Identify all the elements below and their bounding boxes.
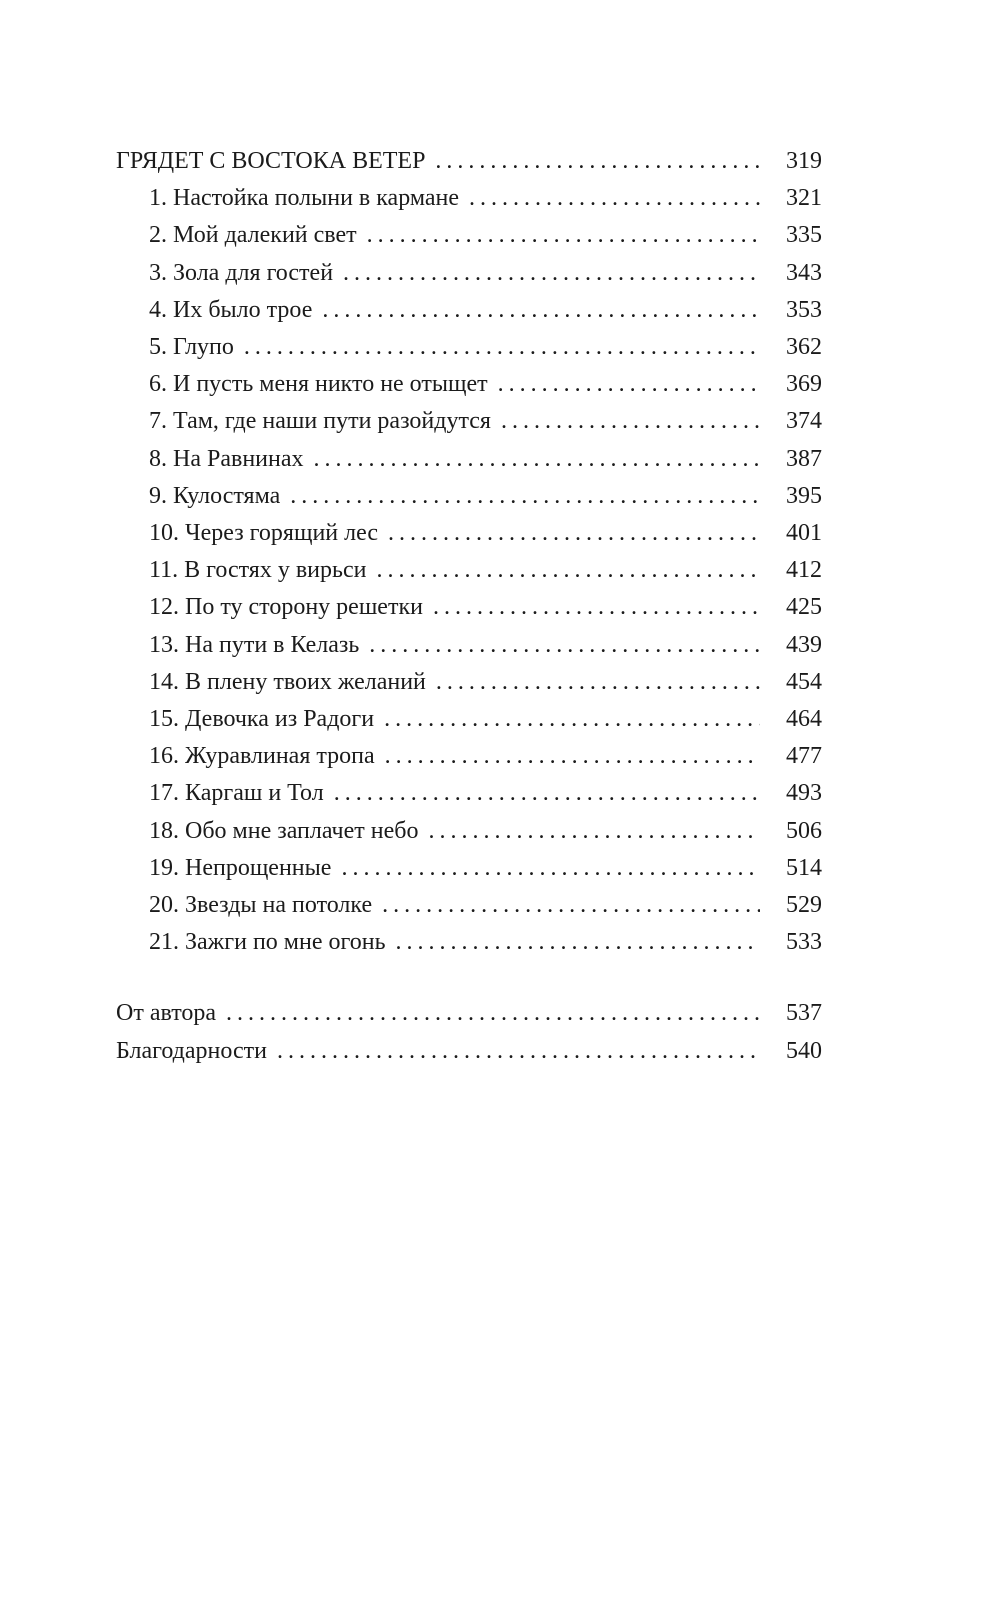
toc-entry-title: Благодарности xyxy=(116,1037,267,1064)
dot-leader xyxy=(428,813,760,850)
toc-entry xyxy=(116,292,822,329)
dot-leader xyxy=(388,515,760,552)
toc-entry-title: 20. Звезды на потолке xyxy=(149,892,373,919)
dot-leader xyxy=(376,552,760,589)
toc-entry xyxy=(116,180,822,217)
dot-leader xyxy=(435,143,760,180)
toc-entry-page: 425 xyxy=(786,594,822,621)
toc-entry xyxy=(116,1033,822,1070)
toc-entry xyxy=(116,589,822,626)
dot-leader xyxy=(501,403,760,440)
toc-entry-title: 16. Журавлиная тропа xyxy=(149,743,375,770)
toc-entry xyxy=(116,515,822,552)
toc-entry xyxy=(116,887,822,924)
dot-leader xyxy=(244,329,760,366)
toc-entry-page: 374 xyxy=(786,408,822,435)
toc-section-title: ГРЯДЕТ С ВОСТОКА ВЕТЕР xyxy=(116,148,426,174)
toc-section-page: 319 xyxy=(786,148,822,174)
toc-entry-title: 3. Зола для гостей xyxy=(149,259,334,286)
dot-leader xyxy=(382,887,760,924)
toc-entry xyxy=(116,995,822,1032)
dot-leader xyxy=(322,292,760,329)
dot-leader xyxy=(290,478,760,515)
toc-entry xyxy=(116,738,822,775)
toc-entry xyxy=(116,478,822,515)
toc-entry-page: 343 xyxy=(786,259,822,286)
toc-entry xyxy=(116,329,822,366)
toc-entry-title: 12. По ту сторону решетки xyxy=(149,594,423,621)
toc-entry-page: 321 xyxy=(786,185,822,212)
back-matter-section xyxy=(116,995,822,1069)
toc-entry xyxy=(116,850,822,887)
toc-entry xyxy=(116,255,822,292)
toc-entry-title: 5. Глупо xyxy=(149,334,234,361)
toc-entry-page: 412 xyxy=(786,557,822,584)
dot-leader xyxy=(341,850,760,887)
toc-entry-page: 395 xyxy=(786,482,822,509)
toc-entry xyxy=(116,701,822,738)
toc-entry-page: 533 xyxy=(786,929,822,956)
dot-leader xyxy=(396,924,760,961)
dot-leader xyxy=(469,180,760,217)
toc-entry-title: 2. Мой далекий свет xyxy=(149,222,357,249)
dot-leader xyxy=(385,738,760,775)
toc-entry-page: 401 xyxy=(786,520,822,547)
toc-entry-page: 464 xyxy=(786,706,822,733)
dot-leader xyxy=(369,627,760,664)
dot-leader xyxy=(433,589,760,626)
dot-leader xyxy=(343,255,760,292)
toc-entry-page: 540 xyxy=(786,1037,822,1064)
toc-entry-page: 493 xyxy=(786,780,822,807)
toc-entry-title: 15. Девочка из Радоги xyxy=(149,706,375,733)
toc-entry-page: 529 xyxy=(786,892,822,919)
toc-entry-title: 6. И пусть меня никто не отыщет xyxy=(149,371,488,398)
toc-entry xyxy=(116,924,822,961)
dot-leader xyxy=(314,441,761,478)
toc-entry-page: 454 xyxy=(786,668,822,695)
dot-leader xyxy=(334,775,760,812)
toc-entry-page: 369 xyxy=(786,371,822,398)
dot-leader xyxy=(367,217,760,254)
toc-entry-page: 387 xyxy=(786,445,822,472)
toc-entry xyxy=(116,552,822,589)
toc-entry-title: 7. Там, где наши пути разойдутся xyxy=(149,408,491,435)
toc-entry-title: 21. Зажги по мне огонь xyxy=(149,929,386,956)
dot-leader xyxy=(277,1033,760,1070)
toc-entry-page: 335 xyxy=(786,222,822,249)
toc-entry xyxy=(116,441,822,478)
toc-entry-title: От автора xyxy=(116,1000,217,1027)
dot-leader xyxy=(226,995,760,1032)
toc-section-header xyxy=(116,143,822,180)
toc-entry-title: 14. В плену твоих желаний xyxy=(149,668,426,695)
toc-entry-title: 17. Каргаш и Тол xyxy=(149,780,324,807)
toc-entry-page: 537 xyxy=(786,1000,822,1027)
toc-entry xyxy=(116,217,822,254)
toc-entry-page: 506 xyxy=(786,817,822,844)
toc-entry-title: 11. В гостях у вирьси xyxy=(149,557,367,584)
toc-entry-title: 13. На пути в Келазь xyxy=(149,631,360,658)
toc-entry-page: 353 xyxy=(786,296,822,323)
toc-entry-title: 19. Непрощенные xyxy=(149,854,332,881)
toc-entry-title: 9. Кулостяма xyxy=(149,482,281,509)
toc-entry xyxy=(116,664,822,701)
toc-entry xyxy=(116,775,822,812)
toc-entry-page: 514 xyxy=(786,854,822,881)
dot-leader xyxy=(384,701,760,738)
toc-entry-title: 1. Настойка полыни в кармане xyxy=(149,185,460,212)
toc-entry-title: 10. Через горящий лес xyxy=(149,520,379,547)
toc-entry-page: 362 xyxy=(786,334,822,361)
toc-entry xyxy=(116,366,822,403)
toc-entry-page: 439 xyxy=(786,631,822,658)
toc-entry xyxy=(116,627,822,664)
toc-entry-page: 477 xyxy=(786,743,822,770)
dot-leader xyxy=(436,664,760,701)
dot-leader xyxy=(498,366,760,403)
toc-entry-title: 18. Обо мне заплачет небо xyxy=(149,817,419,844)
toc-entry xyxy=(116,403,822,440)
toc-entry xyxy=(116,813,822,850)
toc-entry-title: 8. На Равнинах xyxy=(149,445,304,472)
toc-entry-title: 4. Их было трое xyxy=(149,296,313,323)
